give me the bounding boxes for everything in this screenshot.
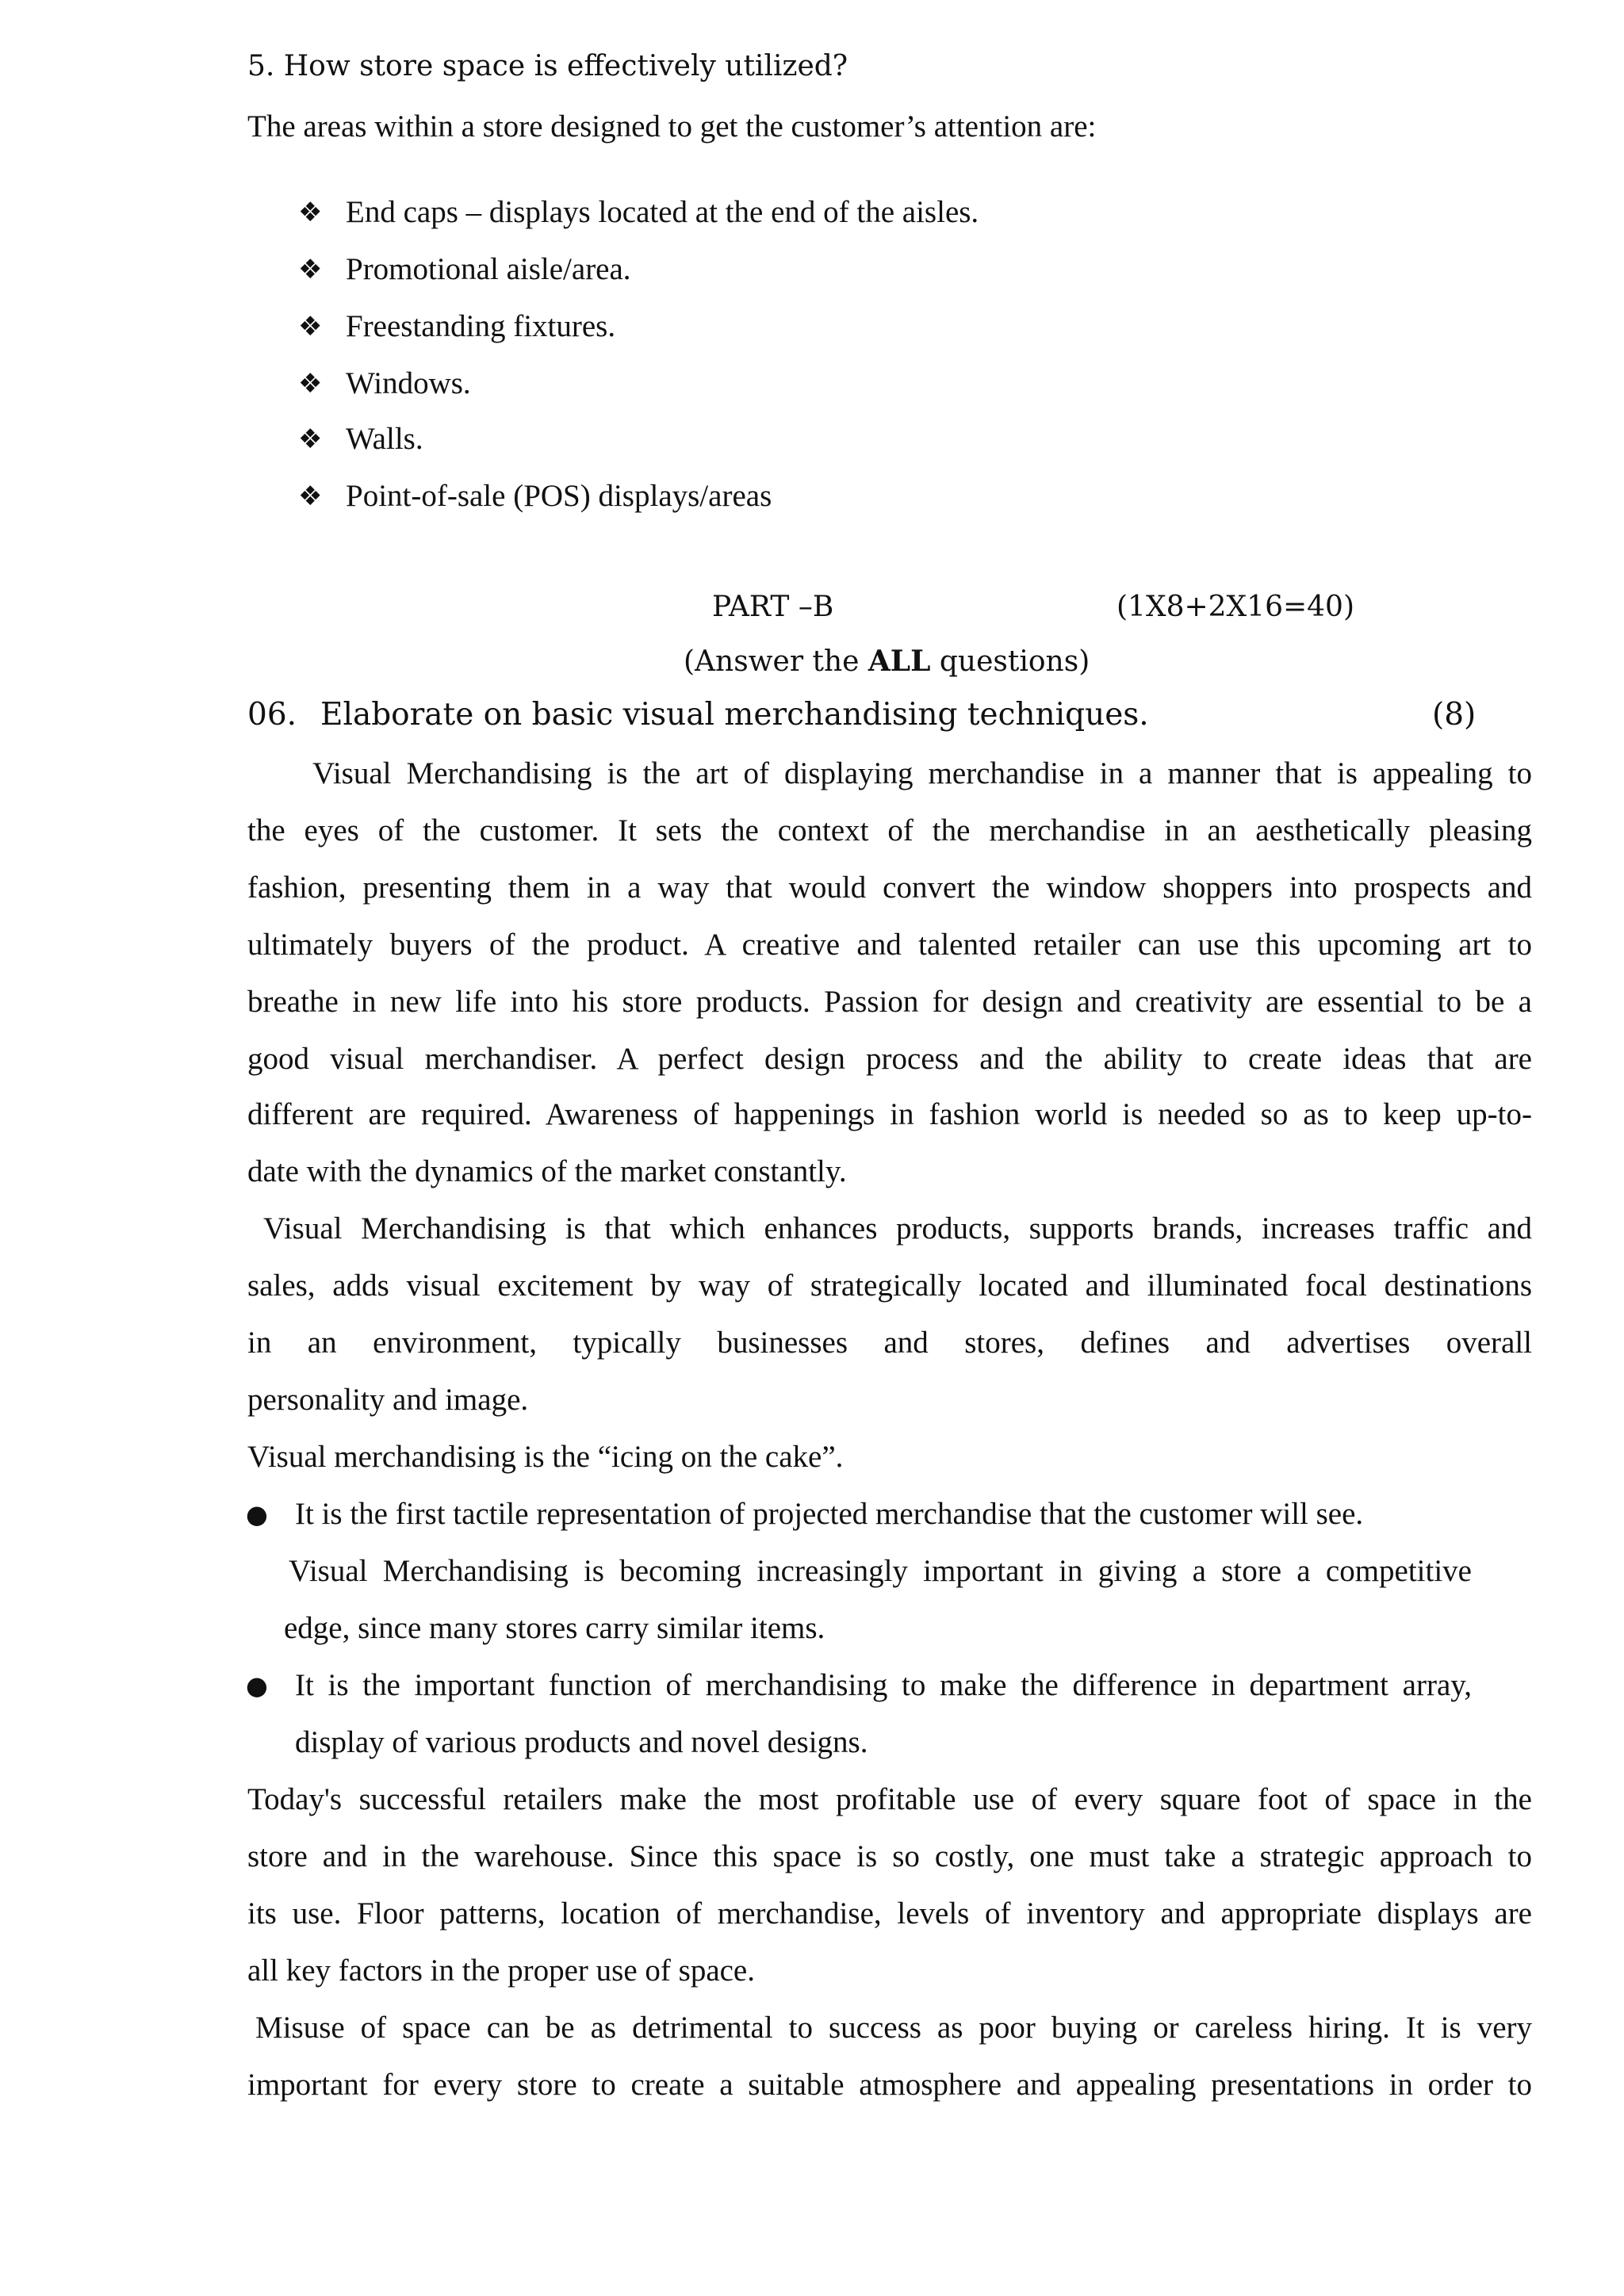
paragraph-line: ultimately buyers of the product. A creative and talented retailer can use this upcoming art to bbox=[247, 928, 1532, 962]
list-item: Walls. bbox=[346, 422, 423, 456]
paragraph-line: date with the dynamics of the market constantly. bbox=[247, 1154, 847, 1188]
list-item: Freestanding fixtures. bbox=[346, 309, 616, 343]
bullet-item-second: It is the important function of merchandising to make the difference in department array, bbox=[295, 1668, 1472, 1702]
paragraph-line: store and in the warehouse. Since this space is so costly, one must take a strategic approach to bbox=[247, 1839, 1532, 1873]
question-5-intro: The areas within a store designed to get the customer’s attention are: bbox=[247, 109, 1097, 144]
diamond-bullet-icon: ❖ bbox=[298, 480, 323, 512]
diamond-bullet-icon: ❖ bbox=[298, 368, 323, 400]
paragraph-line: good visual merchandiser. A perfect design process and the ability to create ideas that are bbox=[247, 1042, 1532, 1076]
bullet-item-second-cont: display of various products and novel designs. bbox=[295, 1725, 868, 1759]
list-item: Windows. bbox=[346, 366, 471, 400]
paragraph-line: in an environment, typically businesses and stores, defines and advertises overall bbox=[247, 1326, 1532, 1360]
paragraph-line: fashion, presenting them in a way that would convert the window shoppers into prospects and bbox=[247, 871, 1532, 905]
paragraph-line: Visual Merchandising is the art of displaying merchandise in a manner that is appealing to bbox=[312, 756, 1532, 790]
part-b-instruction bbox=[684, 641, 1090, 683]
paragraph-line: its use. Floor patterns, location of merchandise, levels of inventory and appropriate displays are bbox=[247, 1896, 1532, 1931]
paragraph-line: the eyes of the customer. It sets the context of the merchandise in an aesthetically pleasing bbox=[247, 813, 1532, 848]
paragraph-line: important for every store to create a suitable atmosphere and appealing presentations in order to bbox=[247, 2068, 1532, 2102]
diamond-bullet-icon: ❖ bbox=[298, 254, 323, 285]
diamond-bullet-icon: ❖ bbox=[298, 311, 323, 342]
paragraph-line: Misuse of space can be as detrimental to success as poor buying or careless hiring. It is very bbox=[255, 2011, 1532, 2045]
bullet-continuation-line: Visual Merchandising is becoming increasingly important in giving a store a competitive bbox=[289, 1554, 1472, 1588]
paragraph-line: personality and image. bbox=[247, 1383, 529, 1417]
bullet-continuation-line: edge, since many stores carry similar items. bbox=[284, 1611, 825, 1645]
instruction-emphasis: ALL bbox=[868, 645, 931, 678]
part-b-marks: (1X8+2X16=40) bbox=[1116, 591, 1355, 623]
paragraph-line: Visual Merchandising is that which enhances products, supports brands, increases traffic and bbox=[263, 1211, 1532, 1246]
instruction-text: questions) bbox=[930, 645, 1090, 678]
list-item: Point-of-sale (POS) displays/areas bbox=[346, 479, 772, 513]
round-bullet-icon: ● bbox=[246, 1499, 268, 1529]
instruction-text: (Answer the bbox=[684, 645, 868, 678]
bullet-item-first: It is the first tactile representation of projected merchandise that the customer will see. bbox=[295, 1497, 1364, 1531]
diamond-bullet-icon: ❖ bbox=[298, 197, 323, 228]
icing-statement: Visual merchandising is the “icing on the cake”. bbox=[247, 1440, 844, 1474]
part-b-title: PART –B bbox=[712, 591, 834, 623]
list-item: End caps – displays located at the end of the aisles. bbox=[346, 195, 979, 229]
question-6-marks: (8) bbox=[1432, 697, 1477, 733]
paragraph-line: Today's successful retailers make the most profitable use of every square foot of space in the bbox=[247, 1782, 1532, 1816]
round-bullet-icon: ● bbox=[246, 1670, 268, 1701]
paragraph-line: different are required. Awareness of happenings in fashion world is needed so as to keep up-to- bbox=[247, 1097, 1532, 1131]
paragraph-line: breathe in new life into his store products. Passion for design and creativity are essential to be a bbox=[247, 985, 1532, 1019]
paragraph-line: sales, adds visual excitement by way of strategically located and illuminated focal destinations bbox=[247, 1269, 1532, 1303]
question-5-title: 5. How store space is effectively utilized? bbox=[247, 50, 848, 82]
diamond-bullet-icon: ❖ bbox=[298, 423, 323, 455]
question-6-number: 06. bbox=[247, 697, 297, 733]
question-6-text: Elaborate on basic visual merchandising techniques. bbox=[320, 697, 1149, 733]
paragraph-line: all key factors in the proper use of space. bbox=[247, 1954, 755, 1988]
list-item: Promotional aisle/area. bbox=[346, 252, 631, 286]
